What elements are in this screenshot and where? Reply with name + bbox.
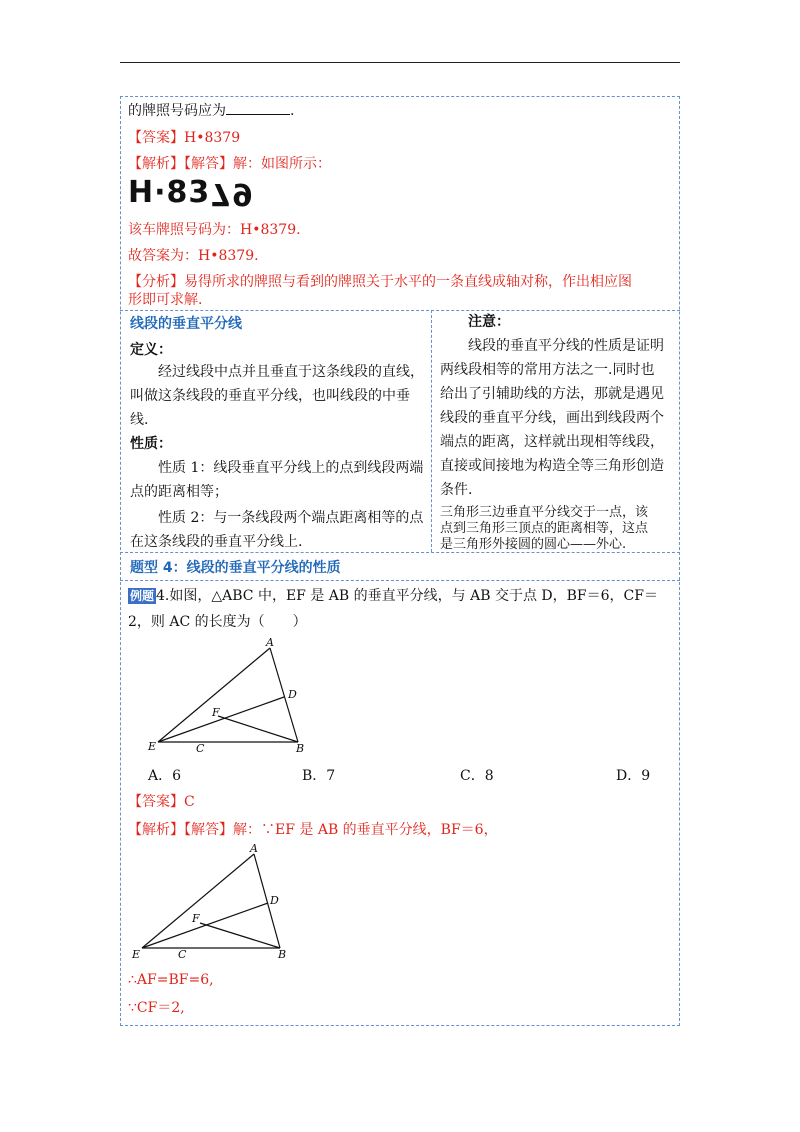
knowledge-title: 线段的垂直平分线: [130, 316, 242, 332]
property-line: 点的距离相等；: [130, 484, 228, 500]
note-extra-line: 三角形三边垂直平分线交于一点，该: [440, 505, 649, 520]
note-line: 条件.: [440, 482, 473, 498]
note-line: 线段的垂直平分线，画出到线段两个: [440, 410, 664, 426]
label-B: B: [278, 948, 287, 961]
note-line: 线段的垂直平分线的性质是证明: [468, 338, 664, 354]
property-line: 性质 1：线段垂直平分线上的点到线段两端: [158, 460, 424, 476]
plate-figure: H·8379: [128, 175, 255, 211]
section-divider: [120, 310, 680, 311]
triangle-figure-1: [140, 636, 320, 758]
label-D: D: [270, 894, 279, 907]
label-C: C: [196, 742, 205, 755]
example-tag: 例题: [130, 589, 155, 603]
note-line: 两线段相等的常用方法之一.同时也: [440, 362, 655, 378]
analysis-line: 【解析】【解答】解：∵EF 是 AB 的垂直平分线，BF＝6，: [128, 822, 498, 838]
topic-title: 题型 4：线段的垂直平分线的性质: [130, 560, 341, 576]
step-line-2: ∵CF＝2,: [128, 1000, 185, 1016]
property-line: 性质 2：与一条线段两个端点距离相等的点: [158, 510, 424, 526]
triangle-figure-2: [124, 840, 304, 964]
result-line-2: 故答案为：H•8379.: [128, 248, 259, 264]
step-line-1: ∴AF=BF=6,: [128, 972, 214, 988]
note-label: 注意：: [468, 314, 510, 330]
definition-line: 线.: [130, 412, 149, 428]
answer-blank: [226, 100, 290, 115]
label-F: F: [212, 706, 220, 719]
note-line: 给出了引辅助线的方法，那就是遇见: [440, 386, 664, 402]
definition-label: 定义：: [130, 342, 172, 358]
question-tail: 的牌照号码应为 .: [128, 100, 294, 121]
label-D: D: [288, 688, 297, 701]
header-rule: [120, 62, 680, 63]
property-line: 在这条线段的垂直平分线上.: [130, 534, 303, 550]
option-a: A．6: [148, 768, 182, 784]
result-line-1: 该车牌照号码为：H•8379.: [128, 222, 301, 238]
label-E: E: [148, 740, 157, 753]
option-d: D．9: [616, 768, 651, 784]
column-divider: [431, 310, 432, 552]
analysis-line: 【解析】【解答】解：如图所示：: [128, 156, 331, 172]
section-divider: [120, 580, 680, 581]
note-extra-line: 点到三角形三顶点的距离相等，这点: [440, 521, 649, 536]
note-line: 直接或间接地为构造全等三角形创造: [440, 458, 664, 474]
option-b: B．7: [302, 768, 336, 784]
property-label: 性质：: [130, 436, 172, 452]
label-C: C: [178, 948, 187, 961]
question-line-1: 例题 4.如图，△ABC 中，EF 是 AB 的垂直平分线，与 AB 交于点 D，BF＝6，CF＝: [130, 588, 658, 604]
note-line: 端点的距离，这样就出现相等线段，: [440, 434, 664, 450]
answer-line: 【答案】H•8379: [128, 130, 241, 146]
label-A: A: [250, 842, 258, 855]
fenxi-line-2: 形即可求解.: [128, 292, 203, 308]
label-E: E: [132, 948, 141, 961]
label-A: A: [266, 636, 274, 649]
definition-line: 叫做这条线段的垂直平分线，也叫线段的中垂: [130, 388, 410, 404]
option-c: C．8: [460, 768, 494, 784]
note-extra-line: 是三角形外接圆的圆心——外心.: [440, 537, 627, 552]
label-B: B: [296, 742, 305, 755]
fenxi-line-1: 【分析】易得所求的牌照与看到的牌照关于水平的一条直线成轴对称，作出相应图: [128, 274, 632, 290]
question-line-2: 2，则 AC 的长度为（ ）: [128, 614, 307, 630]
definition-line: 经过线段中点并且垂直于这条线段的直线，: [158, 364, 424, 380]
answer-line: 【答案】C: [128, 794, 195, 810]
label-F: F: [192, 912, 200, 925]
